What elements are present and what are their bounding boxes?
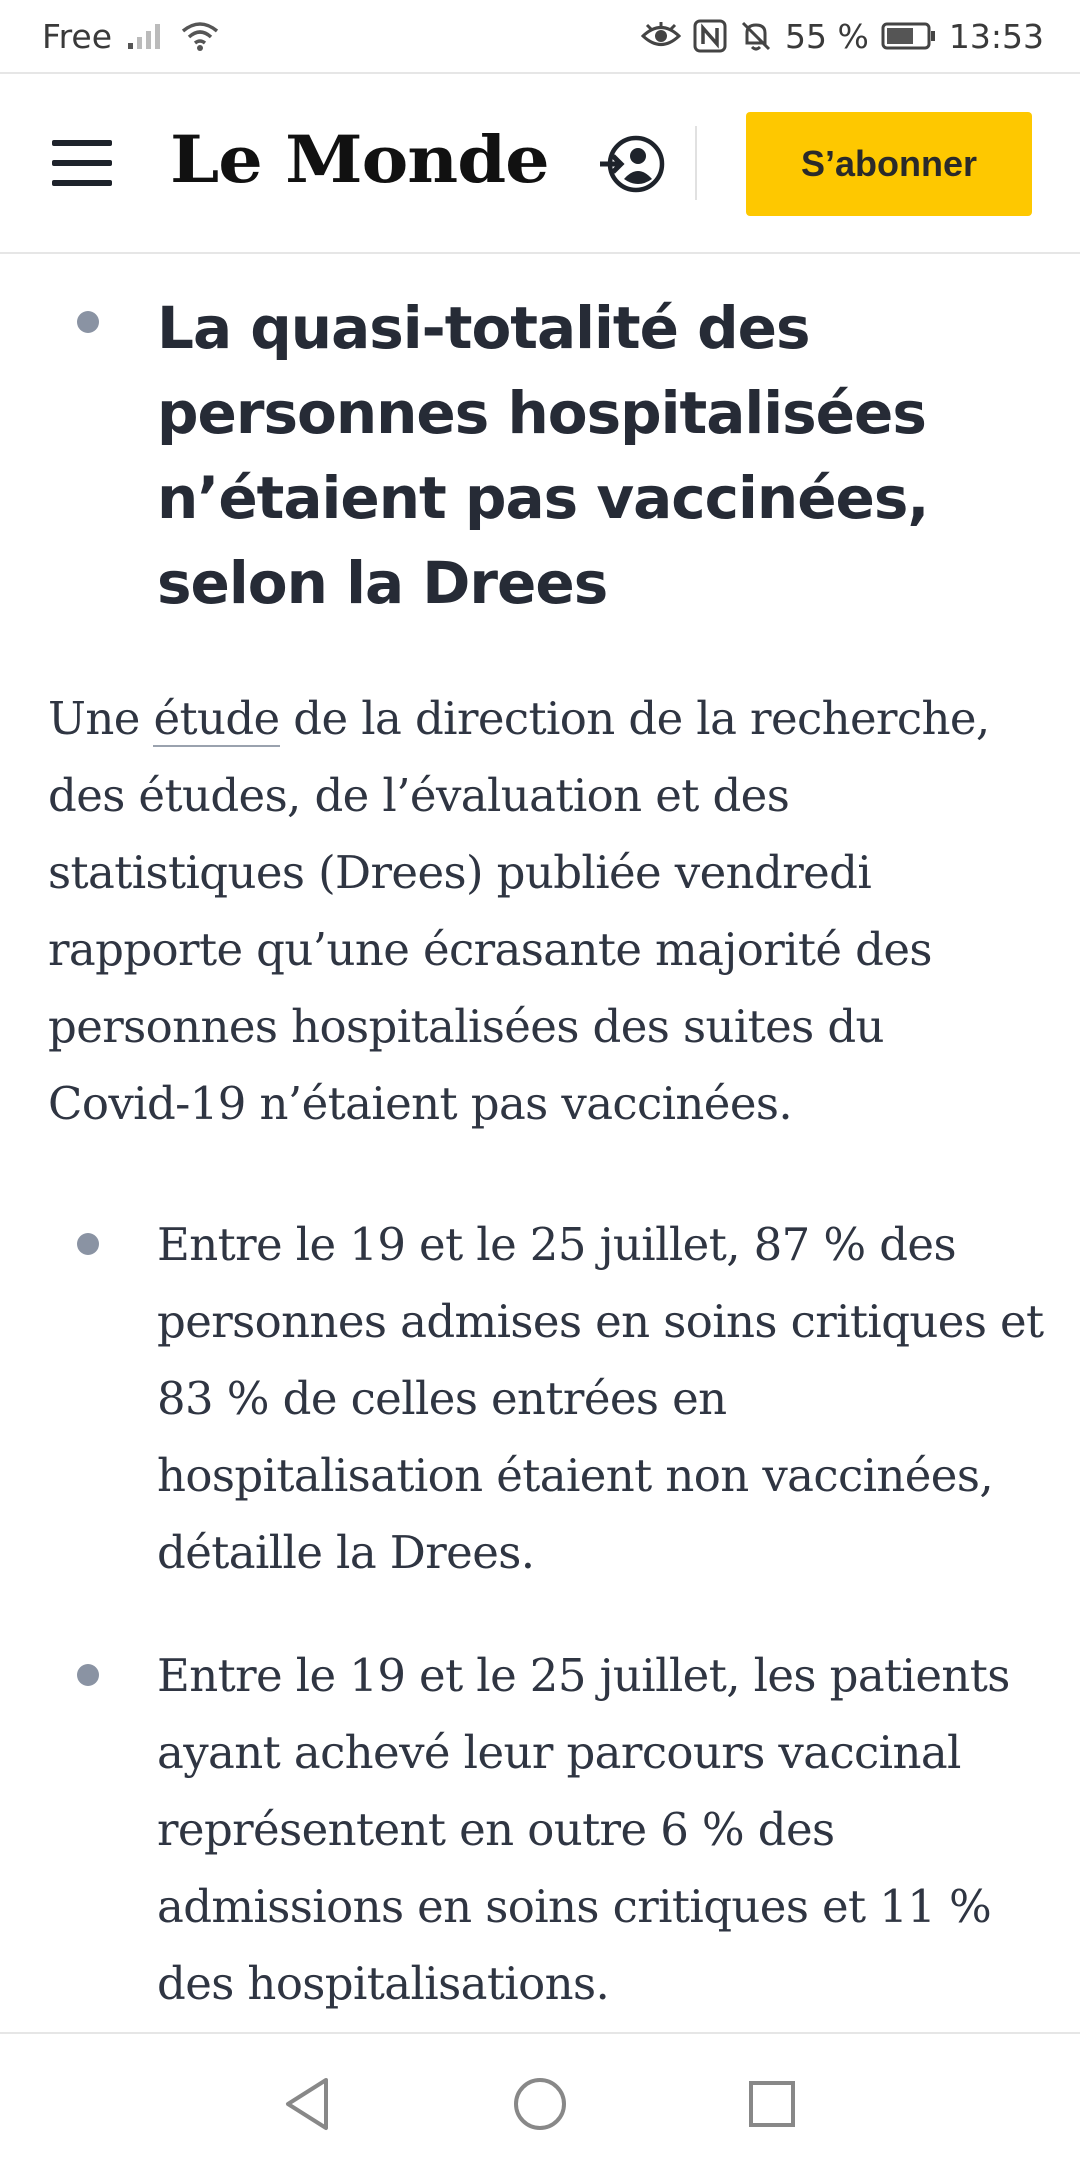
- list-bullet-2: [77, 1664, 99, 1686]
- back-icon[interactable]: [278, 2074, 338, 2134]
- status-bar-left: [42, 17, 220, 56]
- article-headline: La quasi-totalité des personnes hospitalisées n’étaient pas vaccinées, selon la Drees: [157, 294, 929, 617]
- wifi-icon: [180, 20, 220, 52]
- recents-icon[interactable]: [742, 2074, 802, 2134]
- status-bar: [0, 0, 1080, 72]
- status-bar-right: [641, 17, 1044, 56]
- intro-text-end: de la direction de la recherche, des études, de l’évaluation et des statistiques (Drees) publiée vendredi rapporte qu’une écrasante majorité des personnes hospitalisées des suites du Covid-19 n’étaient pas vaccinées.: [48, 692, 990, 1130]
- home-icon[interactable]: [510, 2074, 570, 2134]
- list-bullet-1: [77, 1233, 99, 1255]
- system-nav-bar: [0, 2032, 1080, 2160]
- list-item: Entre le 19 et le 25 juillet, les patients ayant achevé leur parcours vaccinal représentent en outre 6 % des admissions en soins critiques et 11 % des hospitalisations.: [157, 1649, 1010, 2010]
- intro-text-start: Une: [48, 692, 154, 745]
- carrier-name: Free: [42, 16, 113, 56]
- list-item: Entre le 19 et le 25 juillet, 87 % des personnes admises en soins critiques et 83 % de celles entrées en hospitalisation étaient non vaccinées, détaille la Drees.: [157, 1218, 1044, 1579]
- subscribe-button[interactable]: S’abonner: [746, 112, 1032, 216]
- login-icon[interactable]: [594, 124, 670, 204]
- article-intro: [48, 680, 1038, 1142]
- clock: 13:53: [948, 16, 1044, 56]
- eye-icon: [641, 21, 681, 51]
- mute-icon: [739, 19, 773, 53]
- site-header: [0, 72, 1080, 254]
- menu-icon[interactable]: [52, 140, 112, 186]
- headline-bullet: [77, 311, 99, 333]
- battery-percentage: 55 %: [785, 16, 869, 56]
- header-divider: [695, 126, 697, 200]
- signal-icon: [126, 21, 166, 51]
- nfc-icon: [693, 19, 727, 53]
- battery-icon: [881, 21, 937, 51]
- site-logo[interactable]: Le Monde: [170, 121, 549, 198]
- etude-link[interactable]: étude: [153, 692, 280, 745]
